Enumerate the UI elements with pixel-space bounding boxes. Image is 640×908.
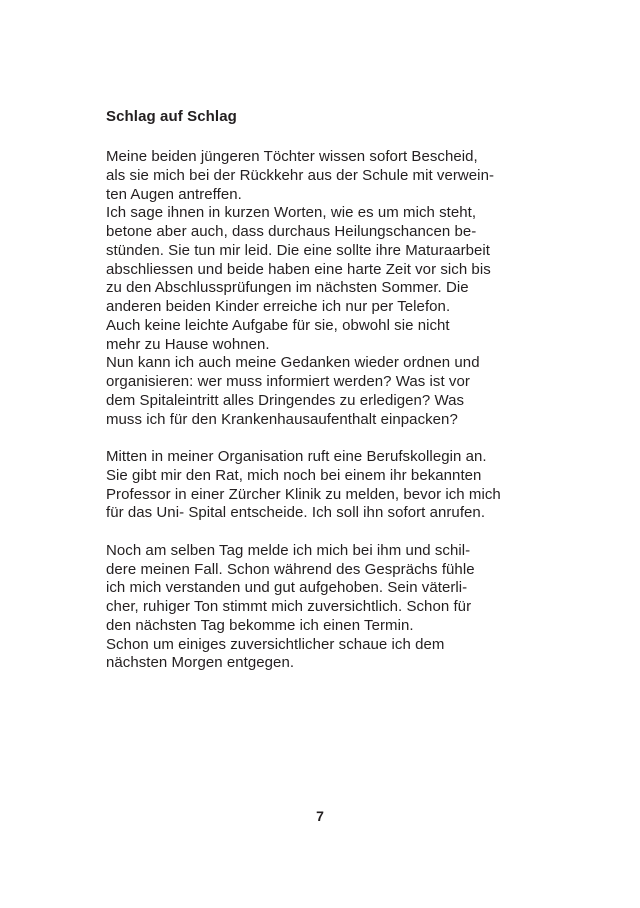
text-line: für das Uni- Spital entscheide. Ich soll ihn sofort anrufen.: [106, 504, 486, 522]
text-line: Mitten in meiner Organisation ruft eine Berufskollegin an.: [106, 448, 487, 465]
page-number: 7: [316, 808, 324, 824]
text-line: dere meinen Fall. Schon während des Gesprächs fühle: [106, 560, 475, 578]
text-line: Meine beiden jüngeren Töchter wissen sofort Bescheid,: [106, 148, 478, 165]
text-line: Ich sage ihnen in kurzen Worten, wie es um mich steht,: [106, 204, 477, 222]
chapter-title: Schlag auf Schlag: [106, 108, 237, 125]
text-line: Nun kann ich auch meine Gedanken wieder ordnen und: [106, 354, 480, 372]
text-line: cher, ruhiger Ton stimmt mich zuversichtlich. Schon für: [106, 598, 472, 615]
paragraph-break: [106, 523, 546, 542]
text-line: mehr zu Hause wohnen.: [106, 335, 270, 353]
text-line: Noch am selben Tag melde ich mich bei ihm und schil-: [106, 541, 471, 559]
text-line: als sie mich bei der Rückkehr aus der Schule mit verwein-: [106, 166, 495, 184]
text-line: nächsten Morgen entgegen.: [106, 654, 295, 672]
text-line: abschliessen und beide haben eine harte Zeit vor sich bis: [106, 260, 491, 278]
text-line: zu den Abschlussprüfungen im nächsten Sommer. Die: [106, 279, 469, 297]
paragraph-break: [106, 429, 546, 448]
text-line: ten Augen antreffen.: [106, 185, 242, 203]
text-line: Auch keine leichte Aufgabe für sie, obwohl sie nicht: [106, 316, 450, 334]
text-line: Professor in einer Zürcher Klinik zu melden, bevor ich mich: [106, 485, 501, 503]
text-line: stünden. Sie tun mir leid. Die eine sollte ihre Maturaarbeit: [106, 241, 491, 259]
text-line: Sie gibt mir den Rat, mich noch bei einem ihr bekannten: [106, 466, 482, 484]
body-text: [106, 148, 546, 673]
text-line: Schon um einiges zuversichtlicher schaue ich dem: [106, 635, 445, 653]
text-line: muss ich für den Krankenhausaufenthalt einpacken?: [106, 410, 458, 428]
text-line: anderen beiden Kinder erreiche ich nur per Telefon.: [106, 298, 451, 315]
text-line: betone aber auch, dass durchaus Heilungschancen be-: [106, 223, 477, 240]
text-line: dem Spitaleintritt alles Dringendes zu erledigen? Was: [106, 391, 465, 409]
text-line: den nächsten Tag bekomme ich einen Termin.: [106, 616, 414, 634]
text-line: organisieren: wer muss informiert werden? Was ist vor: [106, 373, 470, 390]
text-line: ich mich verstanden und gut aufgehoben. Sein väterli-: [106, 579, 468, 597]
